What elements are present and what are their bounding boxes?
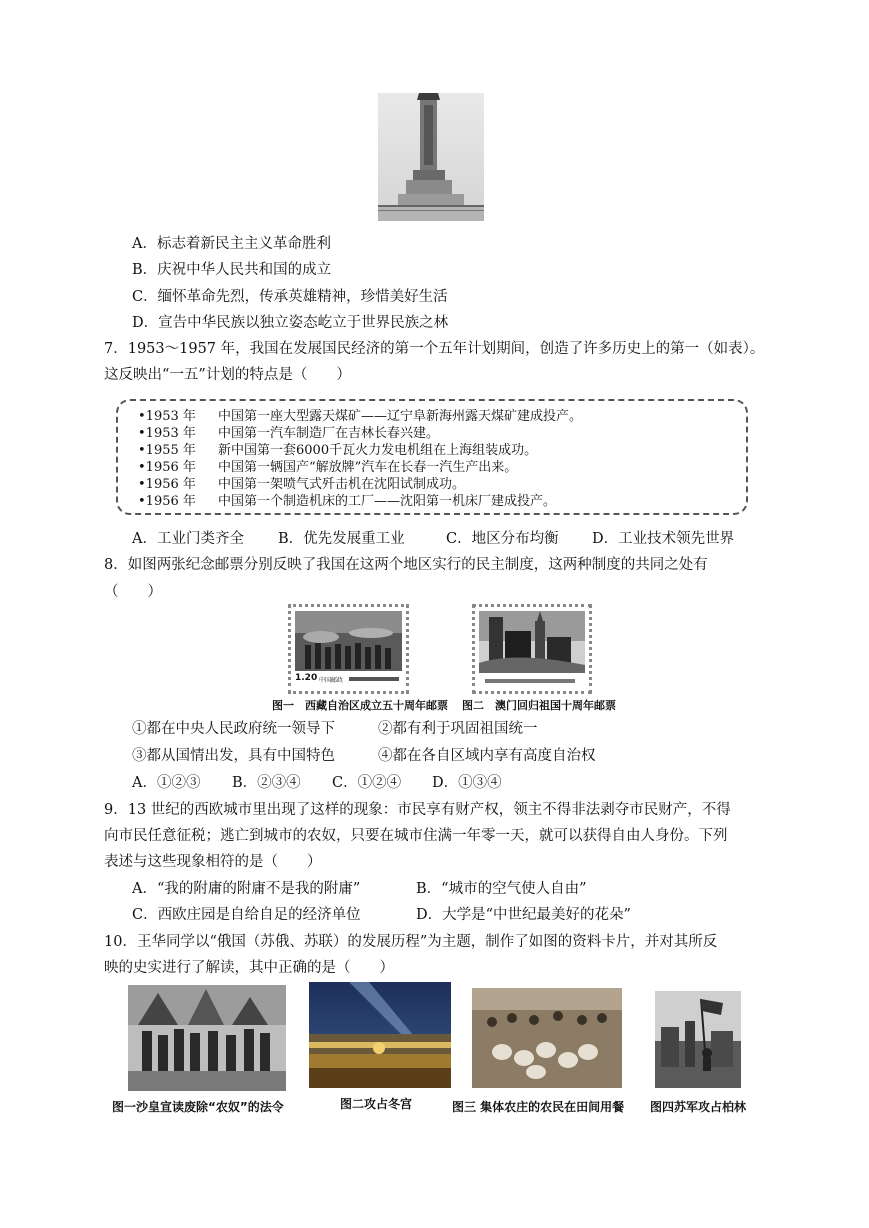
q7-option-a: A．工业门类齐全 [132, 531, 244, 547]
stamp1-caption: 图一 西藏自治区成立五十周年邮票 [272, 699, 448, 712]
q7-option-d: D．工业技术领先世界 [592, 531, 735, 547]
table-row: •1953 年 中国第一汽车制造厂在吉林长春兴建。 [138, 426, 440, 441]
stamp-label: 中国邮政 [319, 677, 344, 684]
q8-statement-4: ④都在各自区域内享有高度自治权 [378, 748, 596, 764]
winter-palace-image [309, 982, 451, 1088]
image4-caption: 图四苏军攻占柏林 [650, 1100, 747, 1114]
q6-option-d: D．宣告中华民族以独立姿态屹立于世界民族之林 [132, 315, 449, 331]
q9-stem-line2: 向市民任意征税；逃亡到城市的农奴，只要在城市住满一年零一天，就可以获得自由人身份。下列 [104, 828, 728, 844]
image3-caption: 图三 集体农庄的农民在田间用餐 [452, 1100, 625, 1114]
berlin-capture-image [655, 991, 741, 1088]
stamp2-caption: 图二 澳门回归祖国十周年邮票 [462, 699, 616, 712]
q9-option-d: D．大学是“中世纪最美好的花朵” [416, 907, 631, 923]
tsar-decree-image [128, 985, 286, 1091]
q10-stem-line1: 10．王华同学以“俄国（苏俄、苏联）的发展历程”为主题，制作了如图的资料卡片，并对其所反 [104, 934, 718, 950]
q9-stem-line1: 9．13 世纪的西欧城市里出现了这样的现象：市民享有财产权，领主不得非法剥夺市民财产，不得 [104, 802, 731, 818]
stamp-value: 1.20 [295, 673, 318, 683]
stamp-text-strip [485, 679, 575, 683]
q9-option-c: C．西欧庄园是自给自足的经济单位 [132, 907, 361, 923]
q9-option-b: B．“城市的空气使人自由” [416, 881, 587, 897]
table-row: •1956 年 中国第一辆国产“解放牌”汽车在长春一汽生产出来。 [138, 460, 518, 475]
q8-stem-line1: 8．如图两张纪念邮票分别反映了我国在这两个地区实行的民主制度，这两种制度的共同之处有 [104, 557, 708, 573]
table-row: •1956 年 中国第一架喷气式歼击机在沈阳试制成功。 [138, 477, 466, 492]
q9-stem-line3: 表述与这些现象相符的是（ ） [104, 854, 322, 870]
q8-stem-line2: （ ） [104, 584, 162, 600]
image2-caption: 图二攻占冬宫 [340, 1097, 413, 1111]
image1-caption: 图一沙皇宣读废除“农奴”的法令 [112, 1100, 284, 1114]
q7-table [116, 399, 748, 515]
stamp-tibet [288, 604, 409, 694]
stamp-macau [472, 604, 592, 694]
monument-photo [378, 93, 484, 221]
q8-option-d: D．①③④ [432, 775, 502, 791]
q8-option-a: A．①②③ [132, 775, 201, 791]
q6-option-a: A．标志着新民主主义革命胜利 [132, 236, 331, 252]
q8-option-c: C．①②④ [332, 775, 402, 791]
q10-stem-line2: 映的史实进行了解读，其中正确的是（ ） [104, 960, 394, 976]
stamp-text-strip [349, 677, 399, 681]
q7-stem-line2: 这反映出“一五”计划的特点是（ ） [104, 367, 351, 383]
q7-option-c: C．地区分布均衡 [446, 531, 559, 547]
q9-option-a: A．“我的附庸的附庸不是我的附庸” [132, 881, 361, 897]
q6-option-b: B．庆祝中华人民共和国的成立 [132, 262, 332, 278]
collective-farm-image [472, 988, 622, 1088]
table-row: •1953 年 中国第一座大型露天煤矿——辽宁阜新海州露天煤矿建成投产。 [138, 409, 583, 424]
table-row: •1956 年 中国第一个制造机床的工厂——沈阳第一机床厂建成投产。 [138, 494, 557, 509]
q8-option-b: B．②③④ [232, 775, 301, 791]
table-row: •1955 年 新中国第一套6000千瓦火力发电机组在上海组装成功。 [138, 443, 538, 458]
q7-stem-line1: 7．1953～1957 年，我国在发展国民经济的第一个五年计划期间，创造了许多历史上的第一（如表）。 [104, 341, 765, 357]
q8-statement-2: ②都有利于巩固祖国统一 [378, 721, 538, 737]
q8-statement-3: ③都从国情出发，具有中国特色 [132, 748, 335, 764]
q7-option-b: B．优先发展重工业 [278, 531, 405, 547]
q8-statement-1: ①都在中央人民政府统一领导下 [132, 721, 335, 737]
q6-option-c: C．缅怀革命先烈，传承英雄精神，珍惜美好生活 [132, 289, 448, 305]
